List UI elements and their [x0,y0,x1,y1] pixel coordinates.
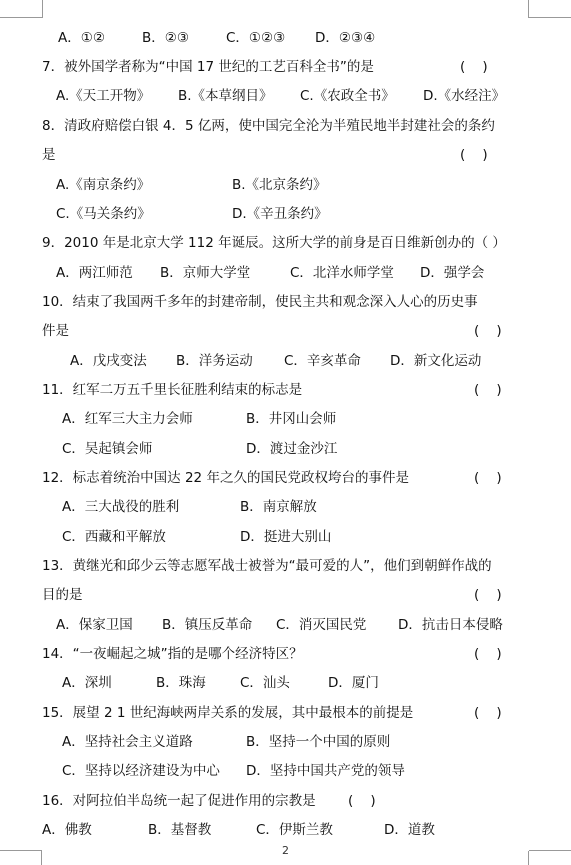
q12-option-d: D．挺进大别山 [240,529,332,545]
q16-option-b: B．基督教 [148,822,212,838]
q15-stem: 15．展望 2 1 世纪海峡两岸关系的发展，其中最根本的前提是 [42,705,414,721]
q10-stem: 10．结束了我国两千多年的封建帝制，使民主共和观念深入人心的历史事 [42,294,478,310]
q8-stem: 8．清政府赔偿白银 4．5 亿两，使中国完全沦为半殖民地半封建社会的条约 [42,118,495,134]
q8-option-b: B.《北京条约》 [232,177,327,193]
q14-answer-blank: ( ) [474,646,502,662]
q9-option-a: A．两江师范 [56,265,133,281]
q10-option-a: A．戊戌变法 [70,353,147,369]
q16-option-c: C．伊斯兰教 [256,822,333,838]
q7-option-d: D.《水经注》 [423,88,506,104]
q11-option-c: C．吴起镇会师 [62,441,153,457]
q10-stem-cont: 件是 [42,323,69,339]
q13-option-c: C．消灭国民党 [276,617,367,633]
q6-option-b: B．②③ [142,30,189,46]
q11-answer-blank: ( ) [474,382,502,398]
q10-option-d: D．新文化运动 [390,353,482,369]
q8-option-a: A.《南京条约》 [56,177,151,193]
q11-stem: 11．红军二万五千里长征胜利结束的标志是 [42,382,303,398]
q14-option-c: C．汕头 [240,675,290,691]
q15-option-c: C．坚持以经济建设为中心 [62,763,220,779]
q13-answer-blank: ( ) [474,587,502,603]
q7-option-c: C.《农政全书》 [300,88,395,104]
q13-option-b: B．镇压反革命 [162,617,253,633]
q14-option-a: A．深圳 [62,675,112,691]
crop-mark-top-right [528,0,529,18]
q15-option-d: D．坚持中国共产党的领导 [246,763,405,779]
q16-option-a: A．佛教 [42,822,92,838]
q13-option-d: D．抗击日本侵略 [398,617,503,633]
q8-answer-blank: ( ) [460,147,488,163]
q7-stem: 7．被外国学者称为“中国 17 世纪的工艺百科全书”的是 [42,59,374,75]
q12-option-c: C．西藏和平解放 [62,529,166,545]
q8-option-d: D.《辛丑条约》 [232,206,328,222]
q16-stem: 16．对阿拉伯半岛统一起了促进作用的宗教是 [42,793,316,809]
q7-option-a: A.《天工开物》 [56,88,151,104]
q12-option-b: B．南京解放 [240,499,317,515]
q16-option-d: D．道教 [384,822,435,838]
q6-option-c: C．①②③ [226,30,286,46]
q9-option-b: B．京师大学堂 [160,265,251,281]
q10-answer-blank: ( ) [474,323,502,339]
q10-option-b: B．洋务运动 [176,353,253,369]
q7-answer-blank: ( ) [460,59,488,75]
q8-option-c: C.《马关条约》 [56,206,151,222]
q13-stem: 13．黄继光和邱少云等志愿军战士被誉为“最可爱的人”，他们到朝鲜作战的 [42,558,492,574]
q11-option-a: A．红军三大主力会师 [62,411,193,427]
q15-option-a: A．坚持社会主义道路 [62,734,193,750]
page-number: 2 [282,844,289,857]
q8-stem-cont: 是 [42,147,56,163]
q13-option-a: A．保家卫国 [56,617,133,633]
crop-mark-top-left [14,0,43,18]
crop-mark-top-left-h [0,17,42,18]
q15-answer-blank: ( ) [474,705,502,721]
q9-option-d: D．强学会 [420,265,485,281]
q9-stem: 9．2010 年是北京大学 112 年诞辰。这所大学的前身是百日维新创办的（ ） [42,235,506,251]
q10-option-c: C．辛亥革命 [284,353,361,369]
q7-option-b: B.《本草纲目》 [178,88,273,104]
q9-option-c: C．北洋水师学堂 [290,265,394,281]
q14-stem: 14．“一夜崛起之城”指的是哪个经济特区？ [42,646,303,662]
q14-option-d: D．厦门 [328,675,379,691]
q12-answer-blank: ( ) [474,470,502,486]
q11-option-b: B．井冈山会师 [246,411,337,427]
q16-answer-blank: ( ) [348,793,376,809]
q12-option-a: A．三大战役的胜利 [62,499,180,515]
q11-option-d: D．渡过金沙江 [246,441,338,457]
q6-option-d: D．②③④ [315,30,376,46]
q6-option-a: A．①② [58,30,105,46]
q13-stem-cont: 目的是 [42,587,83,603]
q14-option-b: B．珠海 [156,675,206,691]
crop-mark-top-right-h [529,17,571,18]
q15-option-b: B．坚持一个中国的原则 [246,734,391,750]
q12-stem: 12．标志着统治中国达 22 年之久的国民党政权垮台的事件是 [42,470,409,486]
